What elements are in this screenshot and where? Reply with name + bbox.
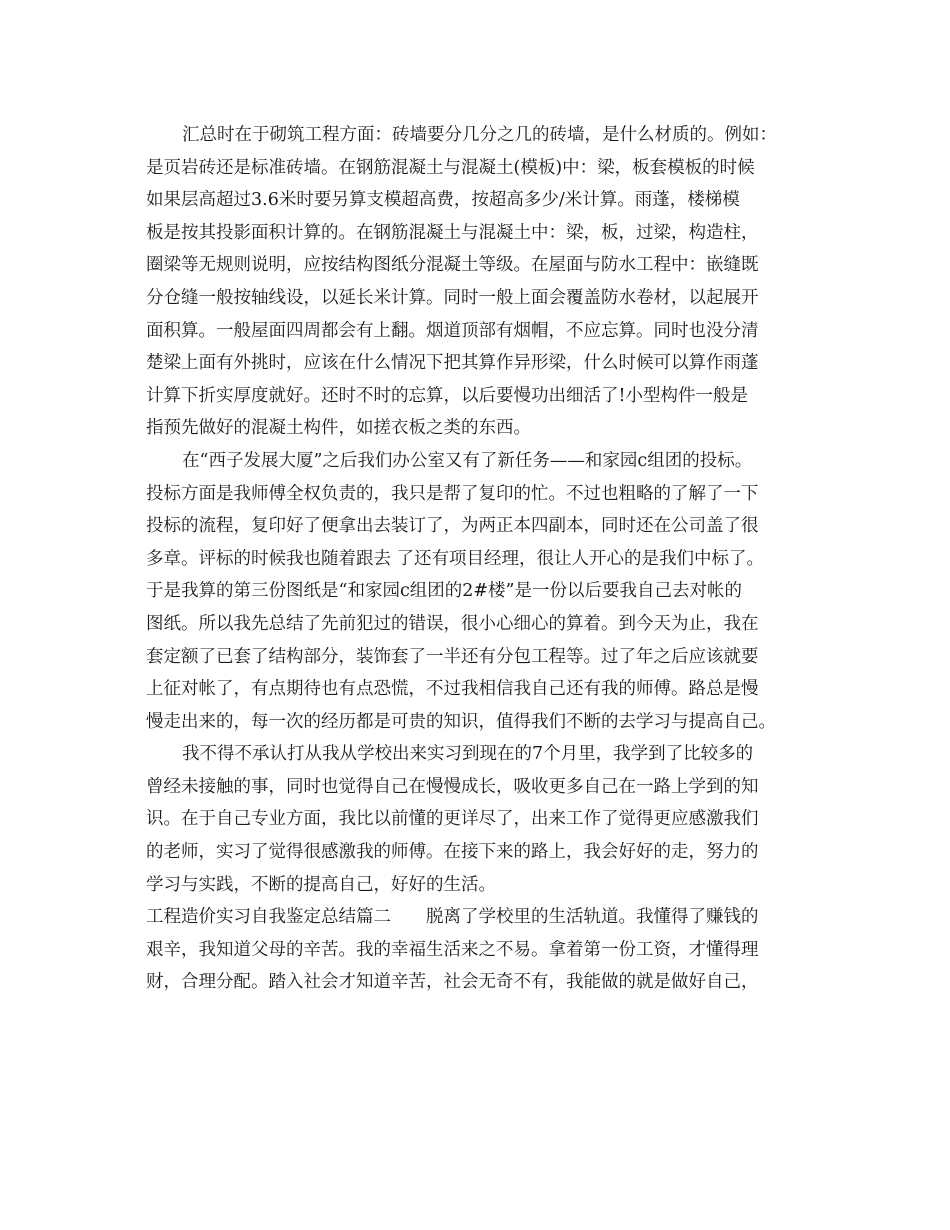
text-line: 分仓缝一般按轴线设，以延长米计算。同时一般上面会覆盖防水卷材，以起展开 [146, 287, 759, 308]
text-line: 板是按其投影面积计算的。在钢筋混凝土与混凝土中：梁，板，过梁，构造柱， [146, 222, 759, 243]
text-line: 于是我算的第三份图纸是“和家园c组团的2#楼”是一份以后要我自己去对帐的 [146, 581, 742, 602]
text-line: 是页岩砖还是标准砖墙。在钢筋混凝土与混凝土(模板)中：梁，板套模板的时候 [146, 157, 755, 178]
text-line: 工程造价实习自我鉴定总结篇二 脱离了学校里的生活轨道。我懂得了赚钱的 [146, 907, 759, 928]
text-line: 的老师，实习了觉得很感激我的师傅。在接下来的路上，我会好好的走，努力的 [146, 842, 759, 863]
text-line: 投标的流程，复印好了便拿出去装订了，为两正本四副本，同时还在公司盖了很 [146, 516, 759, 537]
text-line: 面积算。一般屋面四周都会有上翻。烟道顶部有烟帽，不应忘算。同时也没分清 [146, 320, 759, 341]
text-line: 曾经未接触的事，同时也觉得自己在慢慢成长，吸收更多自己在一路上学到的知 [146, 776, 759, 797]
body-text [146, 119, 818, 999]
text-line: 慢走出来的，每一次的经历都是可贵的知识，值得我们不断的去学习与提高自己。 [146, 711, 776, 732]
text-line: 多章。评标的时候我也随着跟去 了还有项目经理，很让人开心的是我们中标了。 [146, 548, 765, 569]
text-line: 圈梁等无规则说明，应按结构图纸分混凝土等级。在屋面与防水工程中：嵌缝既 [146, 255, 759, 276]
text-line: 财，合理分配。踏入社会才知道辛苦，社会无奇不有，我能做的就是做好自己， [146, 972, 759, 993]
text-line: 学习与实践，不断的提高自己，好好的生活。 [146, 874, 496, 895]
text-line: 图纸。所以我先总结了先前犯过的错误，很小心细心的算着。到今天为止，我在 [146, 613, 759, 634]
text-line: 识。在于自己专业方面，我比以前懂的更详尽了，出来工作了觉得更应感激我们 [146, 809, 759, 830]
text-line: 投标方面是我师傅全权负责的，我只是帮了复印的忙。不过也粗略的了解了一下 [146, 483, 759, 504]
text-line: 如果层高超过3.6米时要另算支模超高费，按超高多少/米计算。雨蓬，楼梯模 [146, 190, 740, 211]
text-line: 艰辛，我知道父母的辛苦。我的幸福生活来之不易。拿着第一份工资，才懂得理 [146, 939, 759, 960]
text-line: 套定额了已套了结构部分，装饰套了一半还有分包工程等。过了年之后应该就要 [146, 646, 759, 667]
text-line: 计算下折实厚度就好。还时不时的忘算，以后要慢功出细活了!小型构件一般是 [146, 385, 749, 406]
text-line: 上征对帐了，有点期待也有点恐慌，不过我相信我自己还有我的师傅。路总是慢 [146, 679, 759, 700]
text-line: 我不得不承认打从我从学校出来实习到现在的7个月里，我学到了比较多的 [182, 744, 754, 765]
text-line: 在“西子发展大厦”之后我们办公室又有了新任务——和家园c组团的投标。 [182, 450, 753, 471]
text-line: 楚梁上面有外挑时，应该在什么情况下把其算作异形梁，什么时候可以算作雨蓬 [146, 353, 759, 374]
text-line: 汇总时在于砌筑工程方面：砖墙要分几分之几的砖墙，是什么材质的。例如： [182, 125, 777, 145]
text-line: 指预先做好的混凝土构件，如搓衣板之类的东西。 [146, 418, 531, 439]
